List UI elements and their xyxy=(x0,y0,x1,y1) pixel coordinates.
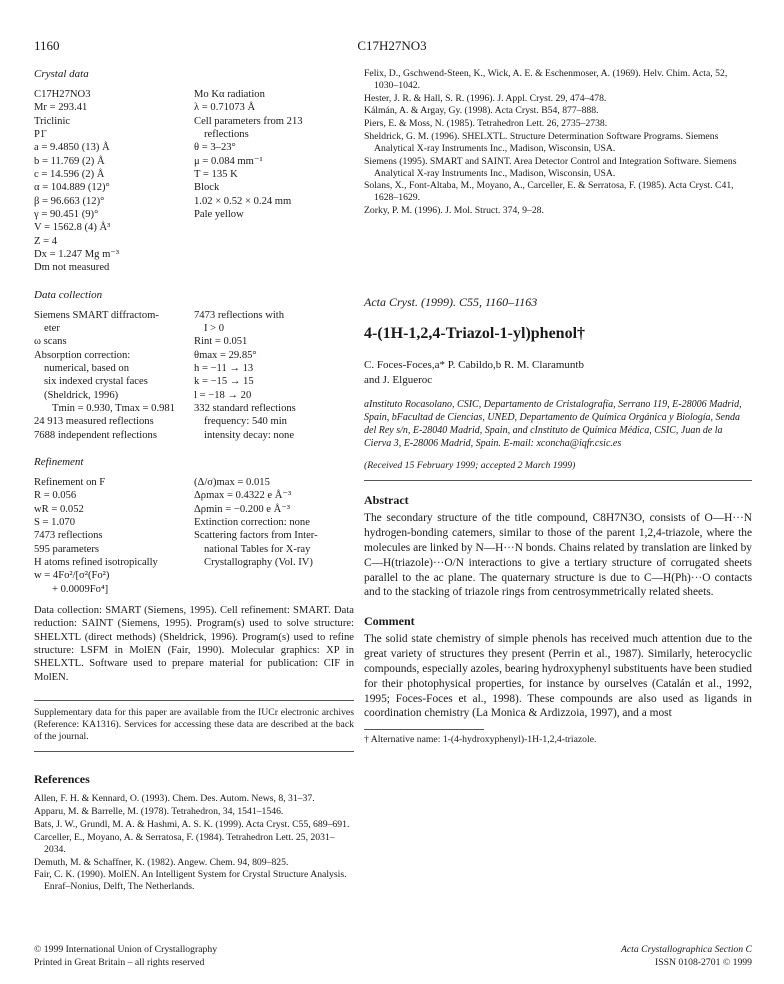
refinement-right-4: Scattering factors from Inter- xyxy=(194,530,318,542)
data-collection-right-0: 7473 reflections with xyxy=(194,309,285,321)
data-collection-right-1: I > 0 xyxy=(204,322,225,334)
crystal-data-left-7: α = 104.889 (12)° xyxy=(34,182,110,194)
crystal-data-left-13: Dm not measured xyxy=(34,262,110,274)
abstract-title: Abstract xyxy=(364,493,409,508)
footnote: † Alternative name: 1-(4-hydroxyphenyl)-1H-1,2,4-triazole. xyxy=(364,734,597,746)
refinement-left-7: w = 4Fo²/[σ²(Fo²) xyxy=(34,570,110,582)
data-collection-right-5: k = −15 → 15 xyxy=(194,376,254,388)
data-collection-right-8: frequency: 540 min xyxy=(204,416,287,428)
footer-printed: Printed in Great Britain – all rights reserved xyxy=(34,956,205,968)
data-collection-right-3: θmax = 29.85° xyxy=(194,349,257,361)
refinement-right-5: national Tables for X-ray xyxy=(204,543,311,555)
data-collection-right-4: h = −11 → 13 xyxy=(194,362,254,374)
reference-item: Sheldrick, G. M. (1996). SHELXTL. Structure Determination Software Programs. Siemens Analytical X-ray Instruments Inc., Madison, Wisconsin, USA. xyxy=(364,131,719,154)
references-title: References xyxy=(34,772,90,787)
refinement-right-1: Δρmax = 0.4322 e Å⁻³ xyxy=(194,490,292,502)
refinement-left-8: + 0.0009Fo⁴] xyxy=(52,583,109,595)
data-collection-left-3: Absorption correction: xyxy=(34,349,131,361)
article-affiliations: aInstituto Rocasolano, CSIC, Departamento de Cristalografía, Serrano 119, E-28006 Madrid, Spain, bFacultad de Ciencias, UNED, Departamento de Química Orgánica y Biología, Senda del Rey s/n, E-28040 Madrid, Spain, and cInstituto de Química Médica, CSIC, Juan de la Cierva 3, E-28006 Madrid, Spain. E-mail: xconcha@iqfr.csic.es xyxy=(364,398,742,449)
crystal-data-left-11: Z = 4 xyxy=(34,235,58,247)
refinement-left-1: R = 0.056 xyxy=(34,490,77,502)
refinement-right-6: Crystallography (Vol. IV) xyxy=(204,556,313,568)
data-collection-right-7: 332 standard reflections xyxy=(194,402,296,414)
crystal-data-right-4: θ = 3–23° xyxy=(194,142,236,154)
crystal-data-left-4: a = 9.4850 (13) Å xyxy=(34,142,110,154)
programs-paragraph: Data collection: SMART (Siemens, 1995). Cell refinement: SMART. Data reduction: SAINT (Siemens, 1995). Program(s) used to solve structure: SHELXTL (direct methods) (Sheldrick, 1996). Program(s) used to refine structure: LSFM in MolEN (Fair, 1990). Molecular graphics: XP in SHELXTL. Software used to prepare material for publication: CIF in MolEN. xyxy=(34,604,354,683)
references-list-left xyxy=(34,793,354,893)
references-list-right xyxy=(364,68,752,217)
crystal-data-right-0: Mo Kα radiation xyxy=(194,88,265,100)
footer-copyright: © 1999 International Union of Crystallography xyxy=(34,944,218,955)
crystal-data-left-9: γ = 90.451 (9)° xyxy=(34,208,99,220)
refinement-left-4: 7473 reflections xyxy=(34,530,103,542)
footer-issn: ISSN 0108-2701 © 1999 xyxy=(655,956,752,968)
refinement-right-2: Δρmin = −0.200 e Å⁻³ xyxy=(194,503,291,515)
crystal-data-right-6: T = 135 K xyxy=(194,168,238,180)
crystal-data-left-8: β = 96.663 (12)° xyxy=(34,195,105,207)
footnote-rule xyxy=(364,729,484,730)
received-dates: (Received 15 February 1999; accepted 2 March 1999) xyxy=(364,459,576,471)
data-collection-right-6: l = −18 → 20 xyxy=(194,389,252,401)
footer-journal: Acta Crystallographica Section C xyxy=(620,944,752,955)
data-collection-left-6: (Sheldrick, 1996) xyxy=(44,389,119,401)
right-column xyxy=(364,68,752,746)
reference-item: Kálmán, A. & Argay, Gy. (1998). Acta Cryst. B54, 877–888. xyxy=(364,105,599,117)
reference-item: Carceller, E., Moyano, A. & Serratosa, F. (1984). Tetrahedron Lett. 25, 2031–2034. xyxy=(34,831,335,855)
reference-item: Solans, X., Font-Altaba, M., Moyano, A., Carceller, E. & Serratosa, F. (1985). Acta Cryst. C41, 1628–1629. xyxy=(364,180,734,204)
data-collection-left-8: 24 913 measured reflections xyxy=(34,416,154,428)
crystal-data-right-5: μ = 0.084 mm⁻¹ xyxy=(194,155,263,167)
refinement-left-6: H atoms refined isotropically xyxy=(34,556,158,568)
reference-item: Allen, F. H. & Kennard, O. (1993). Chem. Des. Autom. News, 8, 31–37. xyxy=(34,793,315,805)
data-collection-left-1: eter xyxy=(44,322,60,334)
crystal-data-left-3: P1̄ xyxy=(34,128,46,140)
supplementary-rule-bottom xyxy=(34,751,354,752)
data-collection-right-2: Rint = 0.051 xyxy=(194,336,248,348)
reference-item: Felix, D., Gschwend-Steen, K., Wick, A. E. & Eschenmoser, A. (1969). Helv. Chim. Acta, 52, 1030–1042. xyxy=(364,68,728,91)
crystal-data-right-2: Cell parameters from 213 xyxy=(194,115,303,127)
abstract-text: The secondary structure of the title compound, C8H7N3O, consists of O—H···N hydrogen-bonding catemers, similar to those of the parent 1,2,4-triazole, where the molecules are linked by N—H···N bonds. Chains related by translation are linked by C—H(triazole)···O/N interactions to give a tertiary structure of corrugated sheets parallel to the ac plane. The quaternary structure is due to C—H(Ph)···O contacts and to the stacking of triazole rings from centrosymmetrically related sheets. xyxy=(364,512,752,599)
refinement-left-2: wR = 0.052 xyxy=(34,503,84,515)
refinement-left-3: S = 1.070 xyxy=(34,516,75,528)
data-collection-block xyxy=(34,309,354,442)
reference-item: Demuth, M. & Schaffner, K. (1982). Angew. Chem. 94, 809–825. xyxy=(34,856,289,868)
refinement-block xyxy=(34,476,354,596)
footer-left xyxy=(34,944,217,969)
article-citation: Acta Cryst. (1999). C55, 1160–1163 xyxy=(364,294,538,309)
crystal-data-left-5: b = 11.769 (2) Å xyxy=(34,155,105,167)
crystal-data-right-8: 1.02 × 0.52 × 0.24 mm xyxy=(194,195,292,207)
reference-item: Hester, J. R. & Hall, S. R. (1996). J. Appl. Cryst. 29, 474–478. xyxy=(364,92,607,104)
reference-item: Fair, C. K. (1990). MolEN. An Intelligent System for Crystal Structure Analysis. Enraf–Nonius, Delft, The Netherlands. xyxy=(34,869,347,893)
refinement-right-3: Extinction correction: none xyxy=(194,516,310,528)
crystal-data-left-6: c = 14.596 (2) Å xyxy=(34,168,105,180)
data-collection-title: Data collection xyxy=(34,288,103,301)
article-title: 4-(1H-1,2,4-Triazol-1-yl)phenol† xyxy=(364,325,586,343)
crystal-data-title: Crystal data xyxy=(34,68,89,80)
abstract-rule xyxy=(364,480,752,481)
crystal-data-right-9: Pale yellow xyxy=(194,208,244,220)
refinement-title: Refinement xyxy=(34,455,84,468)
refinement-left-5: 595 parameters xyxy=(34,543,100,555)
data-collection-left-0: Siemens SMART diffractom- xyxy=(34,309,159,321)
reference-item: Siemens (1995). SMART and SAINT. Area Detector Control and Integration Software. Siemens Analytical X-ray Instruments Inc., Madison, Wisconsin, USA. xyxy=(364,155,737,179)
crystal-data-left-0: C17H27NO3 xyxy=(34,88,91,100)
crystal-data-right-1: λ = 0.71073 Å xyxy=(194,102,256,114)
comment-text: The solid state chemistry of simple phenols has received much attention due to the great variety of structures they present (Perrin et al., 1987). Similarly, heterocyclic compounds, especially azoles, bearing hydroxyphenyl substituents have been studied for their photophysical properties, for instance by ourselves (Catalán et al., 1992, 1995; Foces-Foces et al., 1998). These compounds are also used as ligands in coordination chemistry (La Monica & Ardizzoia, 1997), and a most xyxy=(364,633,752,720)
reference-item: Bats, J. W., Grundl, M. A. & Hashmi, A. S. K. (1999). Acta Cryst. C55, 689–691. xyxy=(34,819,350,831)
reference-item: Zorky, P. M. (1996). J. Mol. Struct. 374, 9–28. xyxy=(364,205,544,217)
authors-line-1: C. Foces-Foces,a* P. Cabildo,b R. M. Claramuntb xyxy=(364,359,584,372)
reference-item: Piers, E. & Moss, N. (1985). Tetrahedron Lett. 26, 2735–2738. xyxy=(364,118,608,130)
crystal-data-left-2: Triclinic xyxy=(34,115,71,127)
left-column xyxy=(34,68,354,894)
refinement-right-0: (Δ/σ)max = 0.015 xyxy=(194,476,270,488)
crystal-data-left-10: V = 1562.8 (4) Å³ xyxy=(34,222,111,234)
crystal-data-block xyxy=(34,88,354,275)
data-collection-left-2: ω scans xyxy=(34,336,67,348)
running-head: C17H27NO3 xyxy=(357,38,427,53)
comment-title: Comment xyxy=(364,614,415,629)
crystal-data-left-1: Mr = 293.41 xyxy=(34,102,88,114)
supplementary-note: Supplementary data for this paper are available from the IUCr electronic archives (Reference: KA1316). Services for accessing these data are described at the back of the journal. xyxy=(34,706,354,743)
refinement-left-0: Refinement on F xyxy=(34,476,106,488)
page-number: 1160 xyxy=(34,38,60,53)
supplementary-rule xyxy=(34,700,354,701)
footer-right xyxy=(621,944,752,969)
data-collection-right-9: intensity decay: none xyxy=(204,429,295,441)
data-collection-left-9: 7688 independent reflections xyxy=(34,429,157,441)
reference-item: Apparu, M. & Barrelle, M. (1978). Tetrahedron, 34, 1541–1546. xyxy=(34,806,284,818)
crystal-data-right-3: reflections xyxy=(204,128,249,140)
article-authors xyxy=(364,358,752,388)
data-collection-left-4: numerical, based on xyxy=(44,362,130,374)
data-collection-left-7: Tmin = 0.930, Tmax = 0.981 xyxy=(52,402,175,414)
authors-line-2: and J. Elgueroc xyxy=(364,374,433,387)
crystal-data-right-7: Block xyxy=(194,182,220,194)
data-collection-left-5: six indexed crystal faces xyxy=(44,376,148,388)
crystal-data-left-12: Dx = 1.247 Mg m⁻³ xyxy=(34,248,120,260)
